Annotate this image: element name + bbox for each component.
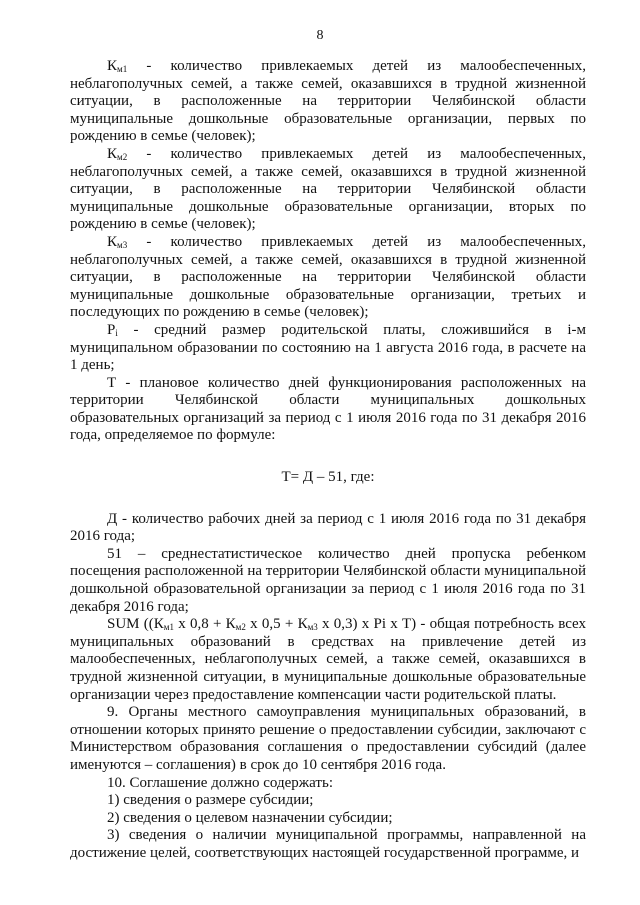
symbol: К <box>107 233 118 250</box>
clause-10-item-2: 2) сведения о целевом назначении субсидии; <box>107 809 393 826</box>
symbol-subscript: м2 <box>117 151 128 162</box>
definition-text: - количество привлекаемых детей из малообеспеченных, неблагополучных семей, а также семей, оказавшихся в трудной жизненной ситуации, в расположенные на территории Челябинской области муниципальные дошкольные образовательные организации, первых по рождению в семье (человек); <box>70 58 586 145</box>
definition-text: - количество привлекаемых детей из малообеспеченных, неблагополучных семей, а также семей, оказавшихся в трудной жизненной ситуации, в расположенные на территории Челябинской области муниципальные дошкольные образовательные организации, третьих и последующих по рождению в семье (человек); <box>70 233 586 321</box>
symbol-subscript: м1 <box>163 622 174 633</box>
definition-km3 <box>70 234 586 322</box>
symbol: К <box>107 58 118 74</box>
sum-text: х 0,5 + К <box>245 616 308 633</box>
sum-text: х 0,8 + К <box>173 616 236 633</box>
definition-text: - количество привлекаемых детей из малообеспеченных, неблагополучных семей, а также семей, оказавшихся в трудной жизненной ситуации, в расположенные на территории Челябинской области муниципальные дошкольные образовательные организации, вторых по рождению в семье (человек); <box>70 145 586 233</box>
definition-km2 <box>70 146 586 234</box>
clause-10-item-1: 1) сведения о размере субсидии; <box>107 792 314 809</box>
definition-t: Т - плановое количество дней функционирования расположенных на территории Челябинской области муниципальных дошкольных образовательных организаций за период с 1 июля 2016 года по 31 декабря 2016 года, определяемое по формуле: <box>70 374 586 444</box>
definition-text: - средний размер родительской платы, сложившийся в i-м муниципальном образовании по состоянию на 1 августа 2016 года, в расчете на 1 день; <box>70 321 586 374</box>
symbol-subscript: м3 <box>117 239 128 250</box>
symbol-subscript: м1 <box>117 64 128 74</box>
sum-text: SUM ((К <box>107 616 164 633</box>
symbol-subscript: м3 <box>307 622 318 633</box>
symbol-subscript: м2 <box>235 622 246 633</box>
definition-sum <box>70 616 586 704</box>
definition-pi <box>70 322 586 375</box>
clause-10: 10. Соглашение должно содержать: <box>107 774 333 791</box>
symbol-subscript: i <box>115 327 118 338</box>
definition-51: 51 – среднестатистическое количество дней пропуска ребенком посещения расположенной на территории Челябинской области муниципальной дошкольной образовательной организации за период с 1 июля 2016 года по 31 декабря 2016 года; <box>70 545 586 615</box>
document-body <box>70 58 586 863</box>
sum-text: х 0,3) х Pi х Т) - общая потребность всех муниципальных образований в средствах на привлечение детей из малообеспеченных, неблагополучных семей, а также семей, оказавшихся в трудной жизненной ситуации, в муниципальные дошкольные образовательные организации через предоставление компенсации части родительской платы. <box>70 616 586 703</box>
clause-10-item-3: 3) сведения о наличии муниципальной программы, направленной на достижение целей, соответствующих настоящей государственной программе, и <box>70 827 586 861</box>
symbol: К <box>107 145 118 162</box>
definition-km1 <box>70 58 586 146</box>
symbol: P <box>107 321 116 338</box>
definition-d: Д - количество рабочих дней за период с 1 июля 2016 года по 31 декабря 2016 года; <box>70 510 586 545</box>
page-number: 8 <box>316 28 324 43</box>
clause-9: 9. Органы местного самоуправления муниципальных образований, в отношении которых принято решение о предоставлении субсидии, заключают с Министерством образования соглашения о предоставлении субсидий (далее именуются – соглашения) в срок до 10 сентября 2016 года. <box>70 704 586 773</box>
formula: Т= Д – 51, где: <box>281 469 375 486</box>
